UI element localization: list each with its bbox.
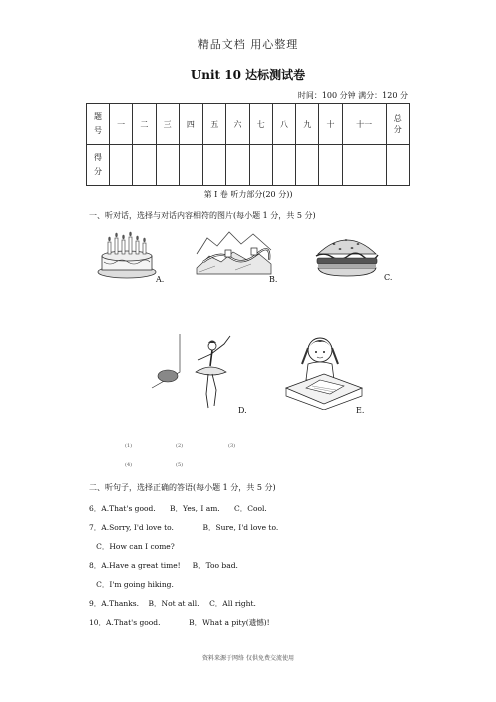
score-cell [110, 145, 133, 186]
page-title: Unit 10 达标测试卷 [190, 68, 306, 82]
great-wall-icon [195, 224, 273, 276]
question-8: 8．A.Have a great time! B．Too bad. [89, 561, 238, 570]
question-7: 7．A.Sorry, I'd love to. B．Sure, I'd love to. [89, 523, 279, 532]
answer-blank-2[interactable]: (2) [176, 443, 184, 449]
answer-blank-1[interactable]: (1) [125, 443, 133, 449]
col-header: 十 [319, 104, 342, 145]
birthday-cake-icon [96, 228, 158, 280]
score-table-row-header [87, 104, 410, 145]
picture-label-a: A. [156, 275, 165, 284]
score-cell [296, 145, 319, 186]
hamburger-icon [312, 232, 382, 278]
score-cell [203, 145, 226, 186]
question-10: 10．A.That's good. B．What a pity(遗憾)! [89, 618, 270, 627]
score-cell [319, 145, 342, 186]
col-header: 十一 [342, 104, 386, 145]
col-header: 七 [249, 104, 272, 145]
picture-label-c: C. [384, 273, 393, 282]
score-cell [156, 145, 179, 186]
part1-instruction: 一、听对话，选择与对话内容相符的图片(每小题 1 分，共 5 分) [89, 211, 316, 220]
col-header: 四 [179, 104, 202, 145]
col-header: 二 [133, 104, 156, 145]
score-table-row-score [87, 145, 410, 186]
row-label-defen: 得 分 [87, 145, 110, 186]
question-8-option-c: C．I'm going hiking. [89, 580, 174, 589]
answer-blank-3[interactable]: (3) [228, 443, 236, 449]
picture-label-d: D. [238, 406, 247, 415]
time-info: 时间：100 分钟 满分：120 分 [297, 91, 408, 100]
col-header: 六 [226, 104, 249, 145]
score-cell [226, 145, 249, 186]
part2-instruction: 二、听句子，选择正确的答语(每小题 1 分，共 5 分) [89, 483, 276, 492]
score-cell [386, 145, 409, 186]
picture-label-b: B. [269, 275, 278, 284]
page-footer: 资料来源于网络 仅供免费交流使用 [202, 655, 294, 662]
score-cell [179, 145, 202, 186]
picture-label-e: E. [356, 406, 365, 415]
score-cell [133, 145, 156, 186]
answer-blank-4[interactable]: (4) [125, 462, 133, 468]
score-cell [342, 145, 386, 186]
section-title: 第 I 卷 听力部分(20 分)) [203, 190, 293, 199]
col-header: 九 [296, 104, 319, 145]
col-header: 一 [110, 104, 133, 145]
page-header: 精品文档 用心整理 [197, 38, 299, 51]
question-7-option-c: C．How can I come? [89, 542, 175, 551]
score-table [86, 103, 410, 186]
col-header: 三 [156, 104, 179, 145]
score-cell [272, 145, 295, 186]
girl-writing-icon [284, 330, 364, 410]
col-header-total: 总 分 [386, 104, 409, 145]
row-label-tihao: 题 号 [87, 104, 110, 145]
col-header: 八 [272, 104, 295, 145]
score-cell [249, 145, 272, 186]
dancer-icon [150, 332, 240, 414]
question-6: 6．A.That's good. B．Yes, I am. C．Cool. [89, 504, 267, 513]
answer-blank-5[interactable]: (5) [176, 462, 184, 468]
question-9: 9．A.Thanks. B．Not at all. C．All right. [89, 599, 256, 608]
col-header: 五 [203, 104, 226, 145]
